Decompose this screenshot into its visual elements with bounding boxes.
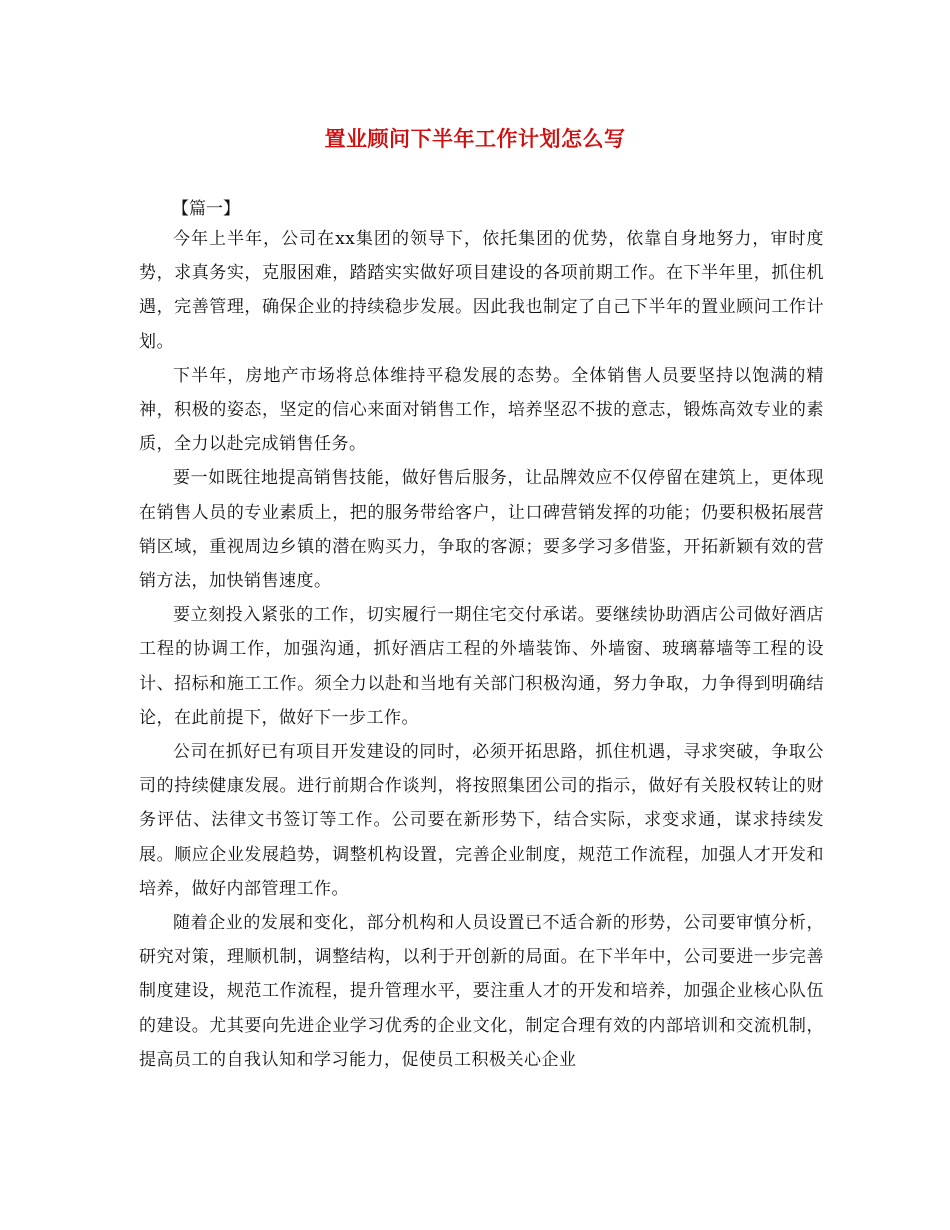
paragraph-1: 今年上半年，公司在xx集团的领导下，依托集团的优势，依靠自身地努力，审时度势，求真务实，克服困难，踏踏实实做好项目建设的各项前期工作。在下半年里，抓住机遇，完善管理，确保企业的持续稳步发展。因此我也制定了自己下半年的置业顾问工作计划。 xyxy=(139,229,824,352)
document-title: 置业顾问下半年工作计划怎么写 xyxy=(324,126,626,151)
paragraph-4: 要立刻投入紧张的工作，切实履行一期住宅交付承诺。要继续协助酒店公司做好酒店工程的协调工作，加强沟通，抓好酒店工程的外墙装饰、外墙窗、玻璃幕墙等工程的设计、招标和施工工作。须全力以赴和当地有关部门积极沟通，努力争取，力争得到明确结论，在此前提下，做好下一步工作。 xyxy=(139,605,824,728)
paragraph-5: 公司在抓好已有项目开发建设的同时，必须开拓思路，抓住机遇，寻求突破，争取公司的持续健康发展。进行前期合作谈判，将按照集团公司的指示，做好有关股权转让的财务评估、法律文书签订等工作。公司要在新形势下，结合实际，求变求通，谋求持续发展。顺应企业发展趋势，调整机构设置，完善企业制度，规范工作流程，加强人才开发和培养，做好内部管理工作。 xyxy=(139,742,824,899)
section-label: 【篇一】 xyxy=(172,199,240,219)
document-body xyxy=(139,222,824,1077)
paragraph-6: 随着企业的发展和变化，部分机构和人员设置已不适合新的形势，公司要审慎分析，研究对策，理顺机制，调整结构，以利于开创新的局面。在下半年中，公司要进一步完善制度建设，规范工作流程，提升管理水平，要注重人才的开发和培养，加强企业核心队伍的建设。尤其要向先进企业学习优秀的企业文化，制定合理有效的内部培训和交流机制，提高员工的自我认知和学习能力，促使员工积极关心企业 xyxy=(139,913,824,1070)
paragraph-2: 下半年，房地产市场将总体维持平稳发展的态势。全体销售人员要坚持以饱满的精神，积极的姿态，坚定的信心来面对销售工作，培养坚忍不拔的意志，锻炼高效专业的素质，全力以赴完成销售任务。 xyxy=(139,365,824,455)
paragraph-3: 要一如既往地提高销售技能，做好售后服务，让品牌效应不仅停留在建筑上，更体现在销售人员的专业素质上，把的服务带给客户，让口碑营销发挥的功能；仍要积极拓展营销区域，重视周边乡镇的潜在购买力，争取的客源；要多学习多借鉴，开拓新颖有效的营销方法，加快销售速度。 xyxy=(139,468,824,592)
